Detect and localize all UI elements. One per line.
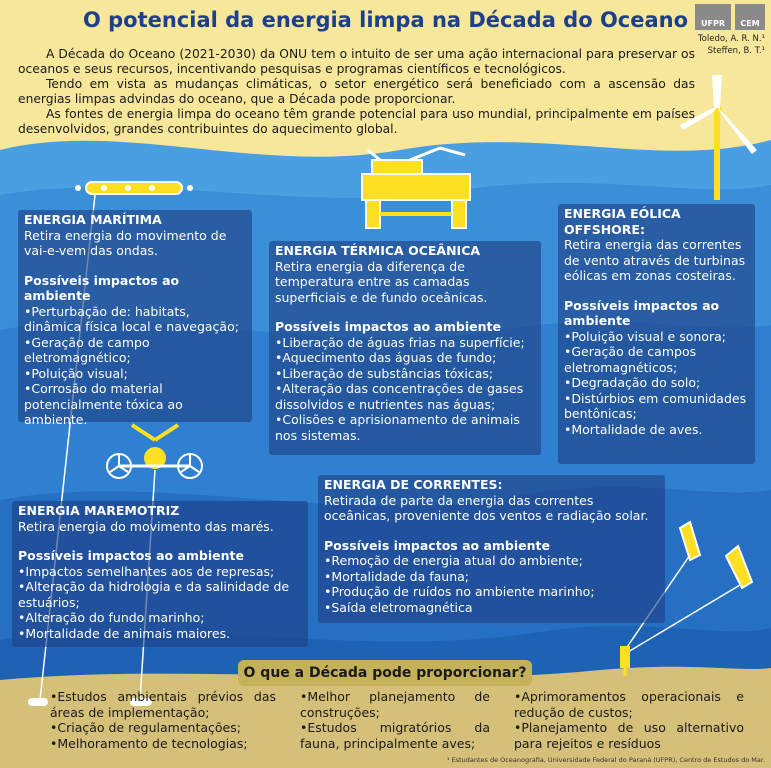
decade-column-2 [300,689,490,751]
impact-item: • Mortalidade de aves. [564,422,749,438]
impact-item: • Degradação do solo; [564,375,749,391]
box-title: ENERGIA TÉRMICA OCEÂNICA [275,243,481,258]
impacts-list [24,304,246,428]
box-energia-eolica [558,204,755,464]
box-title: ENERGIA EÓLICA OFFSHORE: [564,206,681,237]
impact-item: • Alteração do fundo marinho; [18,610,302,626]
impact-item: • Geração de campo eletromagnético; [24,335,246,366]
decade-item: • Planejamento de uso alternativo para rejeitos e resíduos [514,720,744,751]
impact-item: • Corrosão do material potencialmente tóxica ao ambiente. [24,381,246,428]
impact-item: • Poluição visual e sonora; [564,329,749,345]
intro-paragraph-1: A Década do Oceano (2021-2030) da ONU tem o intuito de ser uma ação internacional para preservar os oceanos e seus recursos, incentivando pesquisas e programas científicos e tecnológicos. [18,47,695,76]
author-2: Steffen, B. T.¹ [707,46,765,56]
impacts-heading: Possíveis impactos ao ambiente [18,548,244,563]
authors [698,33,765,57]
box-description: Retirada de parte da energia das correntes oceânicas, proveniente dos ventos e radiação solar. [324,492,649,523]
box-title: ENERGIA DE CORRENTES: [324,477,503,492]
impact-item: • Mortalidade de animais maiores. [18,626,302,642]
box-title: ENERGIA MAREMOTRIZ [18,503,180,518]
decade-item: • Melhoramento de tecnologias; [50,736,276,752]
intro-paragraph-3: As fontes de energia limpa do oceano têm grande potencial para uso mundial, principalmente em países desenvolvidos, grandes contribuintes do aquecimento global. [18,107,695,136]
impacts-list [324,553,659,615]
decade-item: • Melhor planejamento de construções; [300,689,490,720]
impact-item: • Liberação de substâncias tóxicas; [275,366,535,382]
impacts-list [275,335,535,444]
impacts-heading: Possíveis impactos ao ambiente [24,272,180,303]
impact-item: • Mortalidade da fauna; [324,569,659,585]
impacts-list [18,564,302,642]
impact-item: • Alteração da hidrologia e da salinidade de estuários; [18,579,302,610]
impact-item: • Liberação de águas frias na superfície; [275,335,535,351]
box-title: ENERGIA MARÍTIMA [24,212,162,227]
cem-logo: CEM [735,4,765,30]
impact-item: • Distúrbios em comunidades bentônicas; [564,391,749,422]
impact-item: • Perturbação de: habitats, dinâmica física local e navegação; [24,304,246,335]
impact-item: • Produção de ruídos no ambiente marinho; [324,584,659,600]
impacts-heading: Possíveis impactos ao ambiente [564,297,720,328]
impact-item: • Impactos semelhantes aos de represas; [18,564,302,580]
impact-item: • Colisões e aprisionamento de animais nos sistemas. [275,412,535,443]
impact-item: • Saída eletromagnética [324,600,659,616]
decade-list [300,689,490,751]
intro-text [18,47,695,137]
box-energia-termica [269,241,541,455]
impact-item: • Alteração das concentrações de gases dissolvidos e nutrientes nas águas; [275,381,535,412]
impacts-heading: Possíveis impactos ao ambiente [275,319,501,334]
footnote: ¹ Estudantes de Oceanografia, Universidade Federal do Paraná (UFPR), Centro de Estudos do Mar. [446,756,765,764]
box-energia-maritima [18,210,252,427]
decade-item: • Estudos ambientais prévios das áreas de implementação; [50,689,276,720]
impact-item: • Poluição visual; [24,366,246,382]
box-description: Retira energia do movimento das marés. [18,518,274,534]
decade-banner: O que a Década pode proporcionar? [238,660,532,686]
ufpr-logo: UFPR [695,4,731,30]
decade-item: • Estudos migratórios da fauna, principalmente aves; [300,720,490,751]
author-1: Toledo, A. R. N.¹ [697,34,765,44]
impact-item: • Remoção de energia atual do ambiente; [324,553,659,569]
impact-item: • Geração de campos eletromagnéticos; [564,344,749,375]
decade-column-3 [514,689,744,751]
decade-item: • Aprimoramentos operacionais e redução de custos; [514,689,744,720]
box-energia-correntes [318,475,665,623]
decade-item: • Criação de regulamentações; [50,720,276,736]
impact-item: • Aquecimento das águas de fundo; [275,350,535,366]
decade-list [50,689,276,751]
box-description: Retira energia da diferença de temperatura entre as camadas superficiais e de fundo oceânicas. [275,258,488,305]
box-description: Retira energia do movimento de vai-e-vem das ondas. [24,227,227,258]
box-energia-maremotriz [12,501,308,647]
intro-paragraph-2: Tendo em vista as mudanças climáticas, o setor energético será beneficiado com a ascensão das energias limpas advindas do oceano, que a Década pode proporcionar. [18,77,695,106]
decade-list [514,689,744,751]
box-description: Retira energia das correntes de vento através de turbinas eólicas em zonas costeiras. [564,237,746,283]
impacts-heading: Possíveis impactos ao ambiente [324,537,550,553]
impacts-list [564,329,749,438]
poster-title: O potencial da energia limpa na Década do Oceano [82,8,689,32]
decade-column-1 [50,689,276,751]
